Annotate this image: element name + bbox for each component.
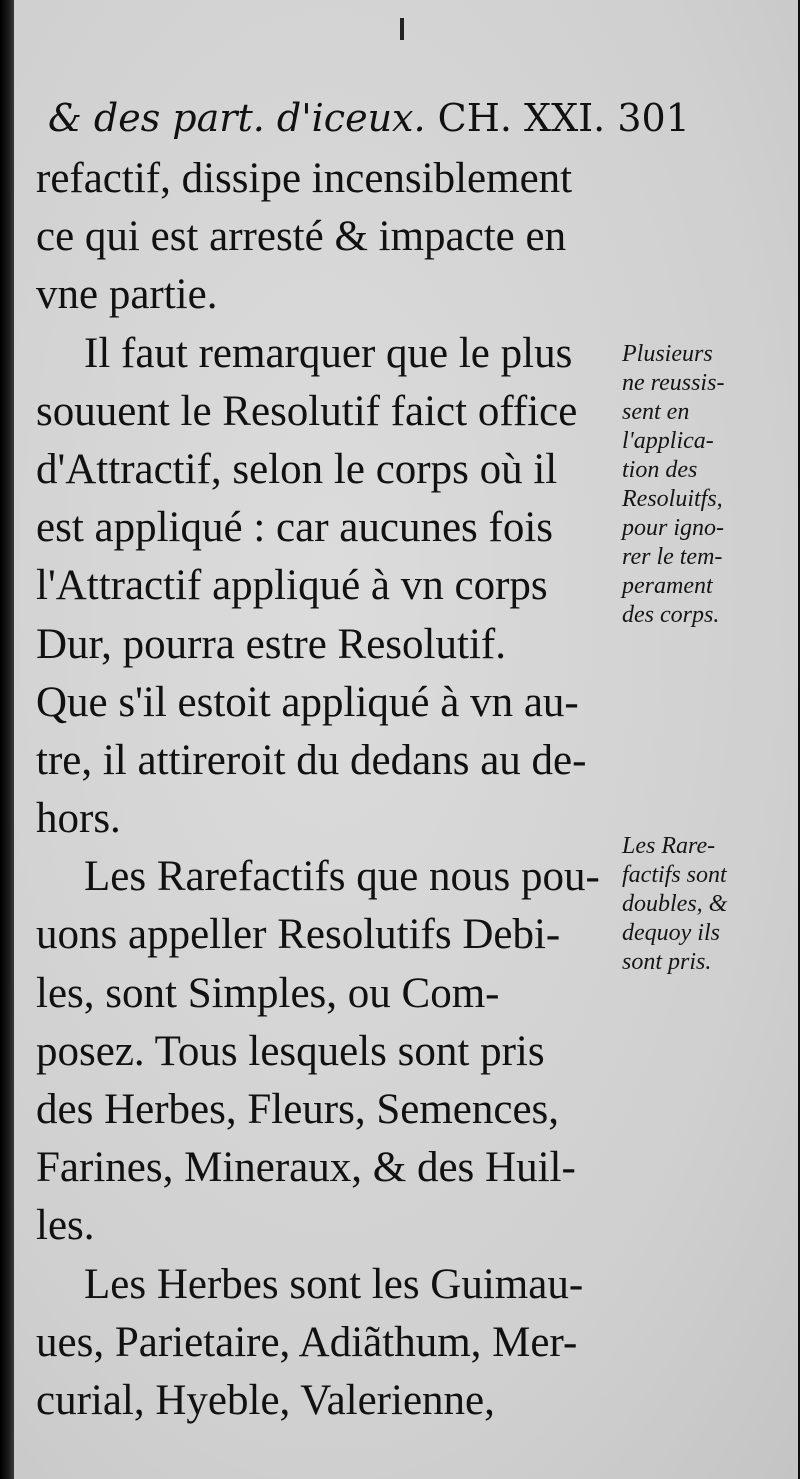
body-text [36,150,626,1430]
margin-note-line: Resoluitfs, [622,486,723,512]
margin-note-line: des corps. [622,602,720,628]
margin-note-line: sent en [622,399,690,425]
text-line: hors. [36,795,121,843]
text-line: Les Rarefactifs que nous pou- [84,853,600,901]
margin-note-line: rer le tem- [622,544,723,570]
running-title: & des part. d'iceux. [48,96,426,140]
text-line: ce qui est arresté & impacte en [36,213,567,261]
text-line: Dur, pourra estre Resolutif. [36,620,506,668]
text-line: vne partie. [36,271,218,319]
running-header [48,96,690,140]
text-line: uons appeller Resolutifs Debi- [36,911,561,959]
margin-note-line: Les Rare- [622,833,716,859]
binding-edge [0,0,14,1479]
margin-note-line: perament [622,573,713,599]
margin-note-line: dequoy ils [622,920,720,946]
chapter-label: CH. XXI. [437,96,606,140]
margin-note-line: sont pris. [622,949,712,975]
margin-note-line: tion des [622,457,698,483]
text-line: curial, Hyeble, Valerienne, [36,1376,495,1424]
text-line: d'Attractif, selon le corps où il [36,445,558,493]
text-line: refactif, dissipe incensiblement [36,155,573,202]
margin-note-line: ne reussis- [622,370,725,396]
margin-note-line: pour igno- [622,515,724,541]
text-line: est appliqué : car aucunes fois [36,504,554,552]
text-line: l'Attractif appliqué à vn corps [36,562,548,610]
margin-note-line: l'applica- [622,428,714,454]
margin-note [622,832,792,977]
text-line: posez. Tous lesquels sont pris [36,1027,545,1075]
margin-note-line: doubles, & [622,891,728,917]
margin-note-line: Plusieurs [622,341,713,367]
top-mark [400,18,404,40]
text-line: Que s'il estoit appliqué à vn au- [36,678,579,726]
text-line: Farines, Mineraux, & des Huil- [36,1144,576,1192]
text-line: tre, il attireroit du dedans au de- [36,736,587,784]
text-line: des Herbes, Fleurs, Semences, [36,1086,560,1133]
page-number: 301 [617,96,690,140]
text-line: ues, Parietaire, Adiãthum, Mer- [36,1318,578,1366]
text-line: Les Herbes sont les Guimau- [84,1260,584,1308]
margin-note [622,340,792,630]
text-line: les, sont Simples, ou Com- [36,969,500,1017]
text-line: Il faut remarquer que le plus [84,329,573,377]
text-line: souuent le Resolutif faict office [36,387,578,435]
margin-note-line: factifs sont [622,862,727,888]
text-line: les. [36,1202,95,1250]
